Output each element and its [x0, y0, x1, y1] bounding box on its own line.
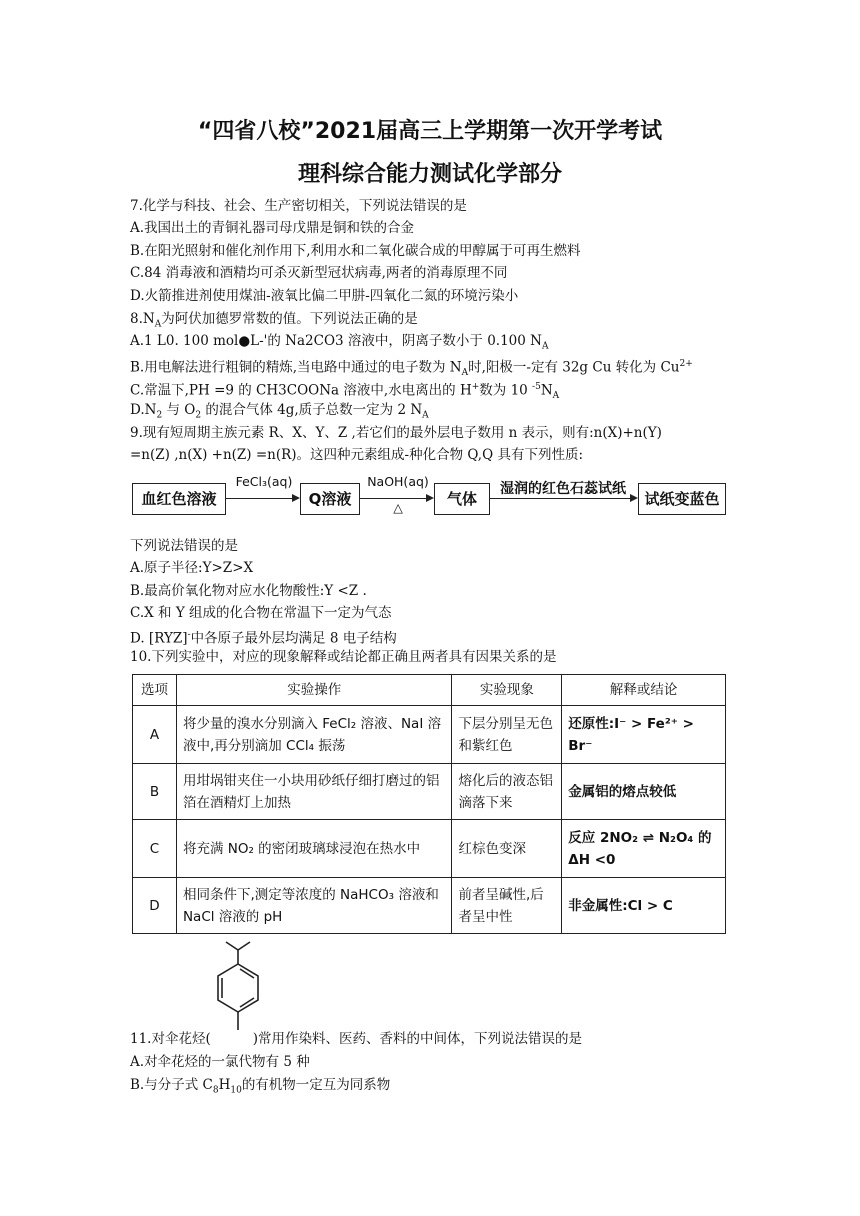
q8-option-c: C.常温下,PH =9 的 CH3COONa 溶液中,水电离出的 H+数为 10 $^{-5}N_A$	[130, 382, 560, 402]
q7-option-c: C.84 消毒液和酒精均可杀灭新型冠状病毒,两者的消毒原理不同	[130, 265, 508, 281]
flow-box-q-solution: Q溶液	[300, 483, 360, 515]
q9-stem-line1: 9.现有短周期主族元素 R、X、Y、Z ,若它们的最外层电子数用 n 表示，则有:n(X)+n(Y)	[130, 425, 662, 441]
row-conclusion: 非金属性:Cl > C	[562, 878, 726, 934]
q8-stem: $8.N_A$为阿伏加德罗常数的值。下列说法正确的是	[130, 311, 418, 330]
flow-arrow-3	[490, 498, 636, 499]
q9-ask: 下列说法错误的是	[130, 538, 238, 554]
p-cymene-structure-icon	[212, 938, 268, 1034]
row-conclusion: 反应 2NO₂ ⇌ N₂O₄ 的 ΔH <0	[562, 820, 726, 878]
row-operation: 将充满 NO₂ 的密闭玻璃球浸泡在热水中	[176, 820, 452, 878]
flow-arrow-1	[226, 498, 298, 499]
q7-option-d: D.火箭推进剂使用煤油-液氧比偏二甲肼-四氧化二氮的环境污染小	[130, 288, 519, 304]
row-phenomenon: 红棕色变深	[452, 820, 562, 878]
row-operation: 相同条件下,测定等浓度的 NaHCO₃ 溶液和 NaCl 溶液的 pH	[176, 878, 452, 934]
row-phenomenon: 熔化后的液态铝滴落下来	[452, 764, 562, 820]
flow-box-gas: 气体	[434, 483, 490, 515]
th-conclusion: 解释或结论	[562, 675, 726, 706]
th-operation: 实验操作	[176, 675, 452, 706]
table-header-row	[133, 675, 726, 706]
page-subtitle: 理科综合能力测试化学部分	[297, 162, 562, 187]
q10-table	[132, 674, 726, 934]
q10-stem: 10.下列实验中，对应的现象解释或结论都正确且两者具有因果关系的是	[130, 649, 557, 665]
row-option: B	[133, 764, 177, 820]
th-option: 选项	[133, 675, 177, 706]
q11-option-b: B.与分子式 $C_8H_{10}$的有机物一定互为同系物	[130, 1077, 391, 1096]
q9-option-b: B.最高价氧化物对应水化物酸性:Y <Z .	[130, 583, 367, 599]
row-option: A	[133, 706, 177, 764]
q9-stem-line2: =n(Z) ,n(X) +n(Z) =n(R)。这四种元素组成-种化合物 Q,Q 具有下列性质:	[130, 447, 583, 463]
flow-label-fecl3: FeCl₃(aq)	[235, 474, 293, 489]
row-conclusion: 金属铝的熔点较低	[562, 764, 726, 820]
flow-box-paper-blue: 试纸变蓝色	[638, 483, 726, 515]
flow-box-blood-red: 血红色溶液	[132, 483, 226, 515]
row-option: C	[133, 820, 177, 878]
q9-option-c: C.X 和 Y 组成的化合物在常温下一定为气态	[130, 605, 392, 621]
table-row	[133, 764, 726, 820]
row-option: D	[133, 878, 177, 934]
q7-stem: 7.化学与科技、社会、生产密切相关，下列说法错误的是	[130, 198, 467, 214]
q9-option-a: A.原子半径:Y>Z>X	[130, 560, 254, 576]
flow-label-heat: △	[393, 500, 403, 515]
flow-arrow-2	[360, 498, 432, 499]
q7-option-a: A.我国出土的青铜礼器司母戊鼎是铜和铁的合金	[130, 220, 415, 236]
page-title: “四省八校”2021届高三上学期第一次开学考试	[197, 119, 663, 144]
q8-option-a: A.1 L0. 100 mol●L-'的 Na2CO3 溶液中，阴离子数小于 0.100 $N_A$	[130, 333, 549, 352]
q7-option-b: B.在阳光照射和催化剂作用下,利用水和二氧化碳合成的甲醇属于可再生燃料	[130, 243, 581, 259]
row-operation: 将少量的溴水分别滴入 FeCl₂ 溶液、NaI 溶液中,再分别滴加 CCl₄ 振荡	[176, 706, 452, 764]
table-row	[133, 706, 726, 764]
q11-option-a: A.对伞花烃的一氯代物有 5 种	[130, 1054, 310, 1070]
row-phenomenon: 前者呈碱性,后者呈中性	[452, 878, 562, 934]
row-phenomenon: 下层分别呈无色和紫红色	[452, 706, 562, 764]
row-operation: 用坩埚钳夹住一小块用砂纸仔细打磨过的铝箔在酒精灯上加热	[176, 764, 452, 820]
row-conclusion: 还原性:I⁻ > Fe²⁺ > Br⁻	[562, 706, 726, 764]
table-row	[133, 820, 726, 878]
flow-label-litmus: 湿润的红色石蕊试纸	[500, 481, 626, 497]
q8-option-b: B.用电解法进行粗铜的精炼,当电路中通过的电子数为 $N_A$时,阳极一-定有 32g Cu 转化为 $Cu^{2+}$	[130, 359, 693, 379]
table-row	[133, 878, 726, 934]
q11-stem: 11.对伞花烃( )常用作染料、医药、香料的中间体，下列说法错误的是	[130, 1031, 583, 1047]
q8-option-d: $D.N_2$ 与 $O_2$ 的混合气体 4g,质子总数一定为 2 $N_A$	[130, 402, 429, 421]
th-phenomenon: 实验现象	[452, 675, 562, 706]
q9-option-d: D. [RYZ]-中各原子最外层均满足 8 电子结构	[130, 630, 397, 647]
flow-label-naoh: NaOH(aq)	[367, 474, 429, 489]
